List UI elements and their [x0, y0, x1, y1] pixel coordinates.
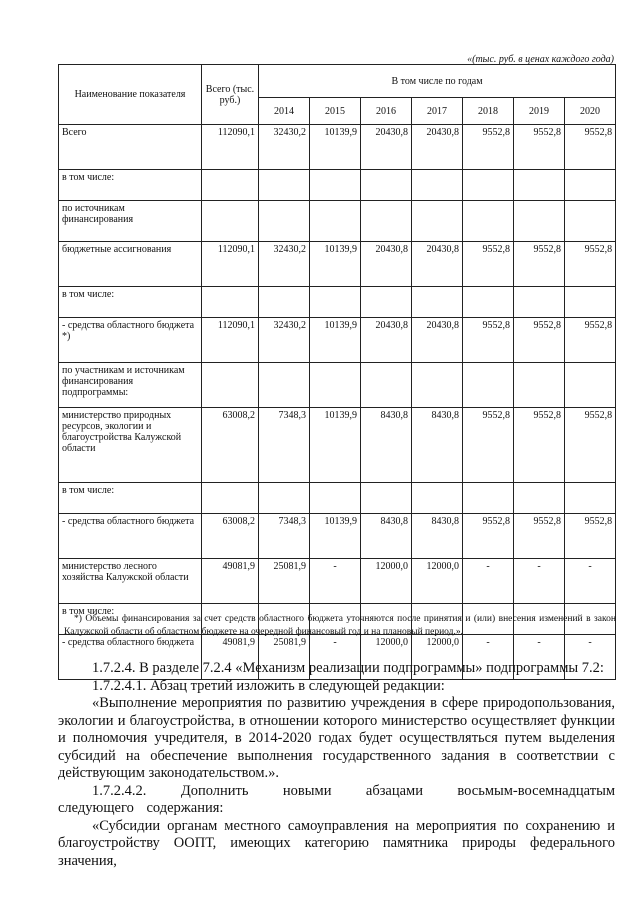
row-total: 63008,2: [202, 408, 259, 483]
row-year-value: [565, 363, 616, 408]
row-label: в том числе:: [59, 483, 202, 514]
row-year-value: [259, 170, 310, 201]
table-row: [59, 170, 616, 201]
row-year-value: 12000,0: [361, 635, 412, 680]
row-label: - средства областного бюджета: [59, 514, 202, 559]
row-year-value: [259, 287, 310, 318]
header-year: 2018: [463, 98, 514, 125]
row-year-value: [412, 201, 463, 242]
row-year-value: 8430,8: [361, 514, 412, 559]
row-year-value: 9552,8: [463, 242, 514, 287]
table-row: [59, 201, 616, 242]
row-year-value: -: [310, 635, 361, 680]
table-row: [59, 408, 616, 483]
row-year-value: [259, 363, 310, 408]
financing-table: [58, 64, 616, 680]
header-year: 2019: [514, 98, 565, 125]
row-year-value: [463, 287, 514, 318]
row-year-value: 9552,8: [463, 318, 514, 363]
table-row: [59, 483, 616, 514]
header-year: 2015: [310, 98, 361, 125]
row-year-value: [514, 483, 565, 514]
row-year-value: 12000,0: [361, 559, 412, 604]
row-label: по участникам и источникам финансирования подпрограммы:: [59, 363, 202, 408]
table-row: [59, 287, 616, 318]
row-year-value: [259, 201, 310, 242]
row-year-value: [565, 483, 616, 514]
row-year-value: [361, 363, 412, 408]
paragraph-quoted-edition: «Выполнение мероприятия по развитию учреждения в сфере природопользования, экологии и благоустройства, в отношении которого министерство осуществляет функции и полномочия учредителя, в 2014-2020 годах будет осуществляться путем выделения субсидий на обеспечение выполнения государственного задания в соответствии с действующим законодательством.».: [58, 695, 615, 781]
row-label: - средства областного бюджета *): [59, 318, 202, 363]
row-total: 49081,9: [202, 635, 259, 680]
row-year-value: [310, 170, 361, 201]
row-label: в том числе:: [59, 170, 202, 201]
row-year-value: -: [565, 559, 616, 604]
row-year-value: [310, 483, 361, 514]
row-year-value: 20430,8: [412, 318, 463, 363]
row-total: [202, 483, 259, 514]
row-year-value: [463, 170, 514, 201]
table-footnote: [64, 613, 616, 639]
table-row: [59, 242, 616, 287]
row-total: [202, 201, 259, 242]
header-years-group: В том числе по годам: [259, 65, 616, 98]
row-year-value: 9552,8: [514, 242, 565, 287]
row-label: министерство лесного хозяйства Калужской области: [59, 559, 202, 604]
document-body: [58, 660, 615, 870]
row-year-value: [412, 287, 463, 318]
table-body: [59, 125, 616, 680]
row-year-value: 8430,8: [361, 408, 412, 483]
row-total: 112090,1: [202, 318, 259, 363]
row-year-value: [412, 363, 463, 408]
row-year-value: 10139,9: [310, 318, 361, 363]
table-row: [59, 125, 616, 170]
row-year-value: 10139,9: [310, 242, 361, 287]
footnote-text: *) Объемы финансирования за счет средств областного бюджета уточняются после принятия и (или) внесения изменений в закон Калужской области об областном бюджете на очередной финансовый год и на плановый период.».: [64, 614, 616, 637]
row-total: 63008,2: [202, 514, 259, 559]
row-year-value: -: [310, 559, 361, 604]
row-year-value: 20430,8: [412, 242, 463, 287]
paragraph-clause-1-7-2-4-2: 1.7.2.4.2. Дополнить новыми абзацами восьмым-восемнадцатым следующего содержания:: [58, 782, 615, 816]
row-year-value: 8430,8: [412, 514, 463, 559]
table-row: [59, 514, 616, 559]
row-year-value: 9552,8: [514, 318, 565, 363]
paragraph-clause-1-7-2-4-1: 1.7.2.4.1. Абзац третий изложить в следующей редакции:: [92, 677, 445, 694]
row-year-value: 9552,8: [514, 125, 565, 170]
row-year-value: 20430,8: [361, 125, 412, 170]
table-row: [59, 559, 616, 604]
row-year-value: -: [514, 559, 565, 604]
row-year-value: [310, 287, 361, 318]
header-year: 2016: [361, 98, 412, 125]
row-total: 49081,9: [202, 559, 259, 604]
row-year-value: 25081,9: [259, 635, 310, 680]
row-year-value: [310, 363, 361, 408]
row-year-value: 9552,8: [565, 408, 616, 483]
paragraph-clause-1-7-2-4: 1.7.2.4. В разделе 7.2.4 «Механизм реализации подпрограммы» подпрограммы 7.2:: [92, 660, 604, 676]
row-year-value: 32430,2: [259, 125, 310, 170]
row-label: Всего: [59, 125, 202, 170]
row-year-value: [565, 287, 616, 318]
table-row: [59, 318, 616, 363]
row-year-value: 12000,0: [412, 635, 463, 680]
row-year-value: 32430,2: [259, 318, 310, 363]
row-year-value: 10139,9: [310, 514, 361, 559]
row-year-value: [412, 483, 463, 514]
row-year-value: [361, 483, 412, 514]
row-year-value: [310, 201, 361, 242]
row-label: министерство природных ресурсов, экологии и благоустройства Калужской области: [59, 408, 202, 483]
row-year-value: 9552,8: [463, 408, 514, 483]
row-year-value: 8430,8: [412, 408, 463, 483]
row-year-value: [514, 287, 565, 318]
row-year-value: -: [514, 635, 565, 680]
row-year-value: [361, 170, 412, 201]
row-year-value: [463, 483, 514, 514]
row-year-value: 7348,3: [259, 514, 310, 559]
row-year-value: 32430,2: [259, 242, 310, 287]
row-year-value: 10139,9: [310, 125, 361, 170]
row-year-value: 9552,8: [463, 514, 514, 559]
row-year-value: [514, 363, 565, 408]
row-total: 112090,1: [202, 125, 259, 170]
row-year-value: [463, 363, 514, 408]
row-year-value: [514, 201, 565, 242]
row-year-value: 9552,8: [514, 408, 565, 483]
row-label: в том числе:: [59, 287, 202, 318]
row-year-value: 12000,0: [412, 559, 463, 604]
row-label: в том числе:: [59, 604, 202, 635]
row-year-value: -: [565, 635, 616, 680]
row-year-value: -: [463, 559, 514, 604]
row-label: бюджетные ассигнования: [59, 242, 202, 287]
header-year: 2014: [259, 98, 310, 125]
row-year-value: [259, 483, 310, 514]
header-total: Всего (тыс. руб.): [202, 65, 259, 125]
header-indicator-name: Наименование показателя: [59, 65, 202, 125]
row-year-value: -: [463, 635, 514, 680]
row-label: по источникам финансирования: [59, 201, 202, 242]
row-year-value: [361, 287, 412, 318]
row-year-value: 20430,8: [412, 125, 463, 170]
table-row: [59, 363, 616, 408]
row-label: - средства областного бюджета: [59, 635, 202, 680]
header-year: 2017: [412, 98, 463, 125]
row-year-value: 7348,3: [259, 408, 310, 483]
row-year-value: [412, 170, 463, 201]
row-year-value: [463, 201, 514, 242]
units-note: «(тыс. руб. в ценах каждого года): [467, 54, 614, 65]
paragraph-subsidies: «Субсидии органам местного самоуправления на мероприятия по сохранению и благоустройству ООПТ, имеющих категорию памятника природы федерального значения,: [58, 817, 615, 869]
row-year-value: 9552,8: [463, 125, 514, 170]
row-year-value: [565, 170, 616, 201]
row-year-value: 9552,8: [514, 514, 565, 559]
row-year-value: 9552,8: [565, 514, 616, 559]
row-year-value: 9552,8: [565, 318, 616, 363]
row-total: [202, 170, 259, 201]
row-year-value: 25081,9: [259, 559, 310, 604]
row-year-value: 10139,9: [310, 408, 361, 483]
row-total: [202, 287, 259, 318]
row-year-value: 9552,8: [565, 242, 616, 287]
row-year-value: 9552,8: [565, 125, 616, 170]
row-year-value: 20430,8: [361, 242, 412, 287]
row-year-value: [361, 201, 412, 242]
row-year-value: [565, 201, 616, 242]
row-total: 112090,1: [202, 242, 259, 287]
row-year-value: 20430,8: [361, 318, 412, 363]
row-total: [202, 363, 259, 408]
header-year: 2020: [565, 98, 616, 125]
row-year-value: [514, 170, 565, 201]
